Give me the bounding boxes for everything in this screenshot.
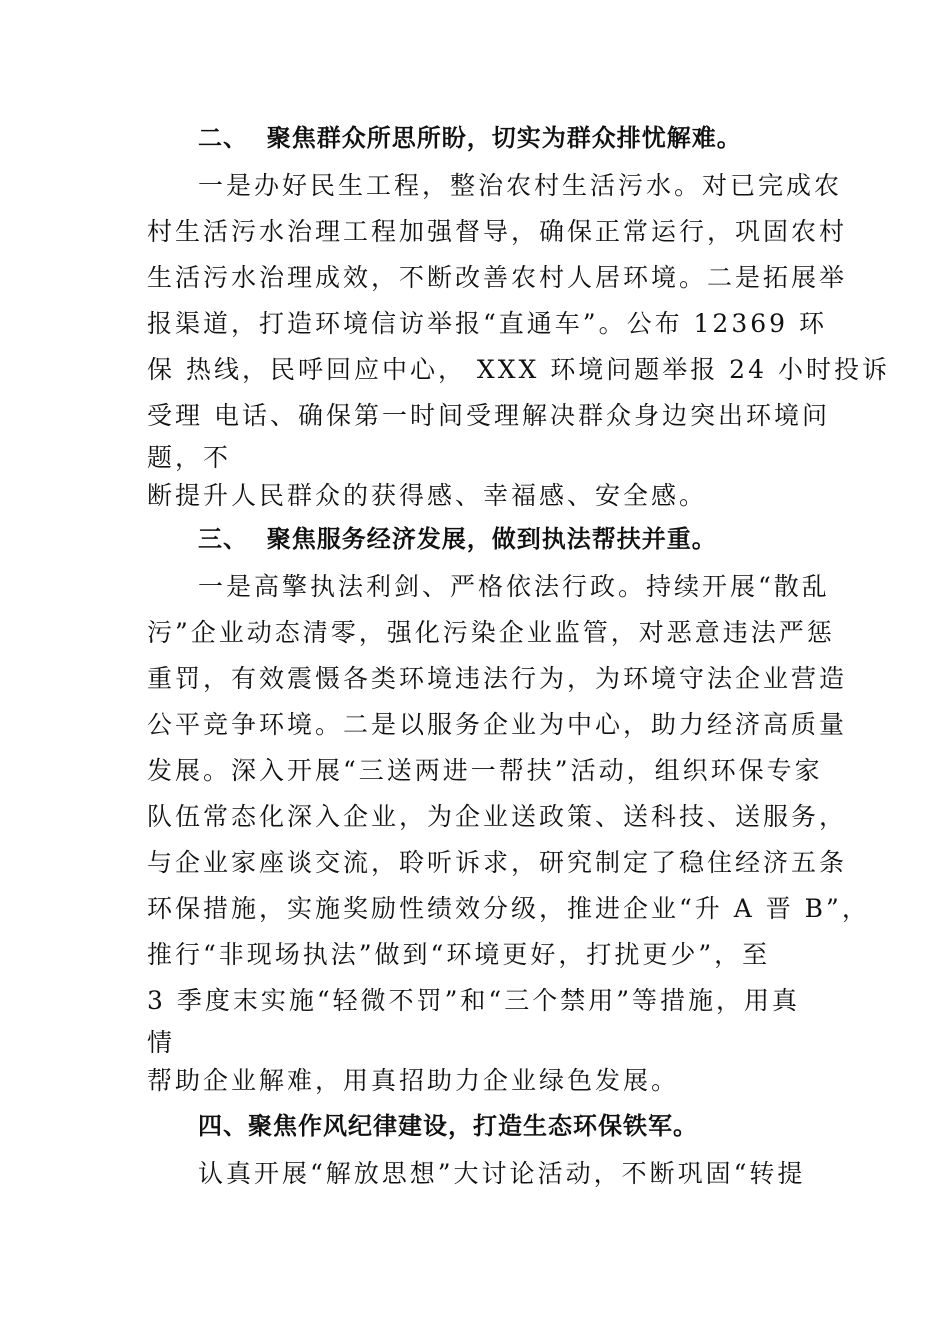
paragraph-line: 受理 电话、确保第一时间受理解决群众身边突出环境问	[147, 401, 830, 430]
paragraph-line: 发展。深入开展“三送两进一帮扶”活动，组织环保专家	[147, 756, 823, 785]
paragraph-line: 3 季度末实施“轻微不罚”和“三个禁用”等措施，用真	[147, 986, 800, 1015]
paragraph-line: 断提升人民群众的获得感、幸福感、安全感。	[147, 481, 708, 510]
paragraph-line: 与企业家座谈交流，聆听诉求，研究制定了稳住经济五条	[147, 848, 848, 877]
paragraph-line: 保 热线，民呼回应中心， XXX 环境问题举报 24 小时投诉	[147, 355, 890, 384]
paragraph-line: 题，不	[147, 443, 232, 472]
paragraph-line: 环保措施，实施奖励性绩效分级，推进企业“升 A 晋 B”，	[147, 894, 870, 923]
paragraph-line: 认真开展“解放思想”大讨论活动，不断巩固“转提	[198, 1159, 806, 1188]
paragraph-line: 村生活污水治理工程加强督导，确保正常运行，巩固农村	[147, 217, 848, 246]
paragraph-line: 帮助企业解难，用真招助力企业绿色发展。	[147, 1066, 680, 1095]
paragraph-line: 公平竞争环境。二是以服务企业为中心，助力经济高质量	[147, 710, 848, 739]
section-heading-4: 四、聚焦作风纪律建设，打造生态环保铁军。	[198, 1112, 698, 1140]
paragraph-line: 推行“非现场执法”做到“环境更好，打扰更少”，至	[147, 940, 771, 969]
paragraph-line: 报渠道，打造环境信访举报“直通车”。公布 12369 环	[147, 309, 827, 338]
paragraph-line: 生活污水治理成效，不断改善农村人居环境。二是拓展举	[147, 263, 848, 292]
paragraph-line: 重罚，有效震慑各类环境违法行为，为环境守法企业营造	[147, 664, 848, 693]
paragraph-line: 情	[147, 1028, 176, 1057]
paragraph-line: 污”企业动态清零，强化污染企业监管，对恶意违法严惩	[147, 618, 835, 647]
paragraph-line: 队伍常态化深入企业，为企业送政策、送科技、送服务，	[147, 802, 848, 831]
section-heading-2: 二、 聚焦群众所思所盼，切实为群众排忧解难。	[198, 124, 742, 152]
paragraph-line: 一是办好民生工程，整治农村生活污水。对已完成农	[198, 171, 843, 200]
paragraph-line: 一是高擎执法利剑、严格依法行政。持续开展“散乱	[198, 572, 830, 601]
section-heading-3: 三、 聚焦服务经济发展，做到执法帮扶并重。	[198, 525, 717, 553]
